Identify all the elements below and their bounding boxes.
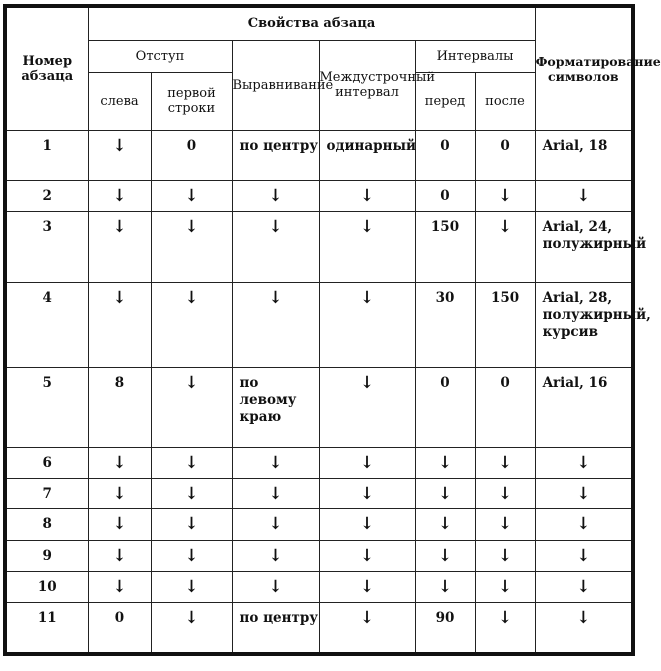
indent-first-cell: ↓: [151, 180, 232, 211]
line-spacing-cell: ↓: [319, 282, 415, 367]
row-number-cell: 3: [5, 211, 88, 282]
table-row: [5, 180, 633, 211]
alignment-cell: ↓: [232, 447, 319, 478]
line-spacing-cell: ↓: [319, 540, 415, 571]
indent-left-cell: ↓: [88, 180, 151, 211]
indent-first-cell: ↓: [151, 540, 232, 571]
indent-left-cell: 8: [88, 367, 151, 447]
line-spacing-cell: ↓: [319, 571, 415, 602]
alignment-cell: ↓: [232, 571, 319, 602]
alignment-cell: ↓: [232, 211, 319, 282]
table-row: [5, 447, 633, 478]
before-cell: 0: [415, 180, 475, 211]
char-format-cell: Arial, 24, полужирный: [535, 211, 633, 282]
header-line-spacing: Междустрочный интервал: [319, 40, 415, 130]
before-cell: 0: [415, 130, 475, 180]
alignment-cell: по центру: [232, 602, 319, 654]
table-row: [5, 540, 633, 571]
char-format-cell: ↓: [535, 447, 633, 478]
before-cell: 30: [415, 282, 475, 367]
char-format-cell: Arial, 28, полужирный, курсив: [535, 282, 633, 367]
header-intervals: Интервалы: [415, 40, 535, 72]
char-format-cell: Arial, 16: [535, 367, 633, 447]
indent-first-cell: ↓: [151, 478, 232, 508]
indent-left-cell: ↓: [88, 211, 151, 282]
line-spacing-cell: ↓: [319, 478, 415, 508]
after-cell: ↓: [475, 211, 535, 282]
header-alignment: Выравнивание: [232, 40, 319, 130]
row-number-cell: 6: [5, 447, 88, 478]
indent-left-cell: ↓: [88, 571, 151, 602]
before-cell: ↓: [415, 508, 475, 540]
header-before: перед: [415, 72, 475, 130]
char-format-cell: ↓: [535, 180, 633, 211]
char-format-cell: ↓: [535, 508, 633, 540]
indent-left-cell: ↓: [88, 130, 151, 180]
row-number-cell: 7: [5, 478, 88, 508]
row-number-cell: 2: [5, 180, 88, 211]
indent-left-cell: 0: [88, 602, 151, 654]
before-cell: 90: [415, 602, 475, 654]
row-number-cell: 9: [5, 540, 88, 571]
alignment-cell: ↓: [232, 282, 319, 367]
line-spacing-cell: ↓: [319, 367, 415, 447]
before-cell: ↓: [415, 447, 475, 478]
before-cell: 0: [415, 367, 475, 447]
table-row: [5, 571, 633, 602]
indent-left-cell: ↓: [88, 282, 151, 367]
row-number-cell: 8: [5, 508, 88, 540]
paragraph-properties-table: [3, 4, 661, 656]
indent-first-cell: ↓: [151, 508, 232, 540]
table-row: [5, 282, 633, 367]
before-cell: ↓: [415, 540, 475, 571]
indent-first-cell: ↓: [151, 211, 232, 282]
indent-first-cell: ↓: [151, 282, 232, 367]
indent-first-cell: ↓: [151, 602, 232, 654]
after-cell: ↓: [475, 447, 535, 478]
line-spacing-cell: ↓: [319, 447, 415, 478]
indent-first-cell: ↓: [151, 447, 232, 478]
header-paragraph-props: Свойства абзаца: [88, 6, 535, 40]
indent-first-cell: ↓: [151, 367, 232, 447]
row-number-cell: 4: [5, 282, 88, 367]
char-format-cell: ↓: [535, 478, 633, 508]
header-after: после: [475, 72, 535, 130]
after-cell: ↓: [475, 540, 535, 571]
indent-left-cell: ↓: [88, 478, 151, 508]
indent-first-cell: 0: [151, 130, 232, 180]
row-number-cell: 1: [5, 130, 88, 180]
line-spacing-cell: ↓: [319, 180, 415, 211]
char-format-cell: Arial, 18: [535, 130, 633, 180]
table-row: [5, 508, 633, 540]
after-cell: ↓: [475, 478, 535, 508]
alignment-cell: ↓: [232, 180, 319, 211]
alignment-cell: ↓: [232, 478, 319, 508]
indent-left-cell: ↓: [88, 508, 151, 540]
table-row: [5, 478, 633, 508]
table-row: [5, 130, 633, 180]
alignment-cell: по центру: [232, 130, 319, 180]
alignment-cell: ↓: [232, 540, 319, 571]
row-number-cell: 5: [5, 367, 88, 447]
indent-left-cell: ↓: [88, 447, 151, 478]
line-spacing-cell: ↓: [319, 211, 415, 282]
table-row: [5, 211, 633, 282]
header-char-format: Форматирование символов: [535, 6, 633, 130]
char-format-cell: ↓: [535, 540, 633, 571]
char-format-cell: ↓: [535, 571, 633, 602]
row-number-cell: 11: [5, 602, 88, 654]
header-indent: Отступ: [88, 40, 232, 72]
line-spacing-cell: ↓: [319, 508, 415, 540]
paragraph-properties-table-wrapper: [3, 4, 661, 656]
line-spacing-cell: ↓: [319, 602, 415, 654]
after-cell: 150: [475, 282, 535, 367]
row-number-cell: 10: [5, 571, 88, 602]
indent-first-cell: ↓: [151, 571, 232, 602]
table-row: [5, 367, 633, 447]
alignment-cell: по левому краю: [232, 367, 319, 447]
before-cell: ↓: [415, 571, 475, 602]
before-cell: 150: [415, 211, 475, 282]
header-indent-first: первой строки: [151, 72, 232, 130]
before-cell: ↓: [415, 478, 475, 508]
alignment-cell: ↓: [232, 508, 319, 540]
after-cell: ↓: [475, 602, 535, 654]
after-cell: 0: [475, 367, 535, 447]
after-cell: ↓: [475, 508, 535, 540]
after-cell: ↓: [475, 571, 535, 602]
header-row-number: Номер абзаца: [5, 6, 88, 130]
after-cell: 0: [475, 130, 535, 180]
table-row: [5, 602, 633, 654]
char-format-cell: ↓: [535, 602, 633, 654]
after-cell: ↓: [475, 180, 535, 211]
header-indent-left: слева: [88, 72, 151, 130]
indent-left-cell: ↓: [88, 540, 151, 571]
line-spacing-cell: одинарный: [319, 130, 415, 180]
